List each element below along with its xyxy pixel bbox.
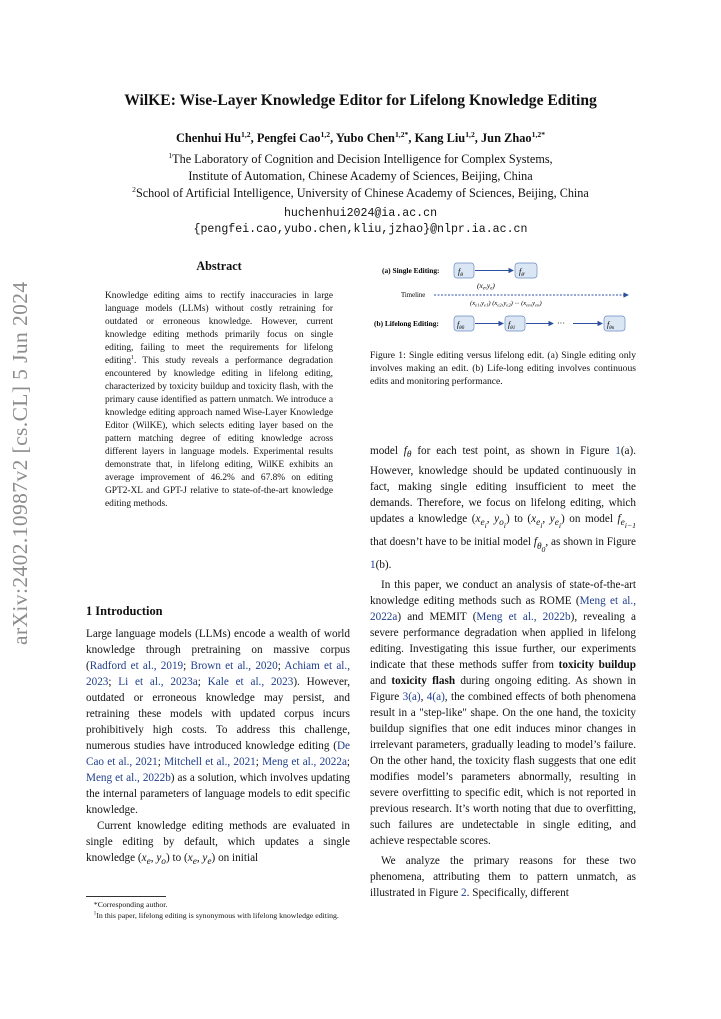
right-paragraph-1: model $f_\theta$ for each test point, as shown in Figure 1(a). However, knowledge should be updated continuously in fact, making single editing insufficient to meet the demands. Therefore, we focus on lifelong editing, which updates a knowledge ($x_{e_i}$, $y_{o_i}$) to ($x_{e_i}$, $y_{e_i}$) on model $f_{e_{i-1}}$ that doesn’t have to be initial model $f_{\theta_0}$, as shown in Figure 1(b). bbox=[370, 445, 637, 572]
citation-link[interactable]: Achiam et al., 2023 bbox=[86, 660, 351, 688]
intro-paragraph-2: Current knowledge editing methods are evaluated in single editing by default, which updates a single knowledge ($x_e$, $y_o$) to ($x_e$, $y_e$) on initial bbox=[86, 820, 350, 868]
citation-link[interactable]: Brown et al., 2020 bbox=[190, 660, 278, 672]
affiliation-1: $^1$The Laboratory of Cognition and Decision Intelligence for Complex Systems, Institute of Automation, Chinese Academy of Sciences, Beijing, China bbox=[168, 150, 553, 183]
citation-link[interactable]: Meng et al., 2022b bbox=[476, 611, 571, 624]
ellipsis: ··· bbox=[557, 319, 565, 328]
arxiv-stamp: arXiv:2402.10987v2 [cs.CL] 5 Jun 2024 bbox=[8, 281, 32, 645]
citation-link[interactable]: De Cao et al., 2021 bbox=[86, 740, 350, 768]
model-node bbox=[454, 263, 474, 278]
right-paragraph-3: We analyze the primary reasons for these two phenomena, attributing them to pattern unmatch, as illustrated in Figure 2. Specifically, different bbox=[370, 855, 636, 900]
figure-link[interactable]: 1 bbox=[370, 559, 376, 572]
edit-sequence-label: $(x_{e1},y_{e1})$ $(x_{e2},y_{e2})$ ··· $(x_{en},y_{en})$ bbox=[470, 300, 542, 308]
model-node-label: $f_{\theta n}$ bbox=[607, 320, 615, 331]
model-node-label: $f_\theta$ bbox=[458, 267, 463, 278]
author-list: Chenhui Hu$^{1,2}$, Pengfei Cao$^{1,2}$, Yubo Chen$^{1,2*}$, Kang Liu$^{1,2}$, Jun Zhao$^{1,2*}$ bbox=[175, 129, 546, 145]
citation-link[interactable]: Mitchell et al., 2021 bbox=[164, 756, 256, 768]
figure-link[interactable]: 4(a) bbox=[426, 691, 445, 704]
citation-link[interactable]: Kale et al., 2023 bbox=[207, 676, 294, 688]
model-node-label: $f_{\theta'}$ bbox=[519, 267, 526, 278]
footnote-rule bbox=[86, 896, 166, 897]
single-editing-label: (a) Single Editing: bbox=[382, 266, 440, 275]
citation-link[interactable]: Li et al., 2023a bbox=[118, 676, 198, 688]
right-paragraph-2: In this paper, we conduct an analysis of state-of-the-art knowledge editing methods such as ROME (Meng et al., 2022a) and MEMIT (Meng et al., 2022b), revealing a severe performance degradation when applied in lifelong editing. Investigating this issue further, our experiments indicate that these methods suffer from toxicity buildup and toxicity flash during ongoing editing. As shown in Figure 3(a), 4(a), the combined effects of both phenomena result in a "step-like" shape. On the one hand, the toxicity buildup signifies that one edit induces minor changes in irrelevant parameters, gradually leading to model’s failure. On the other hand, the toxicity flash suggests that one edit modifies model’s parameters abnormally, resulting in severe overfitting to specific edit, which is not reported in previous research. It’s worth noting that due to overfitting, such failures are undetectable in single editing, and achieve respectable scores. bbox=[370, 579, 637, 848]
model-node-label: $f_{\theta 1}$ bbox=[508, 320, 516, 331]
lifelong-editing-label: (b) Lifelong Editing: bbox=[374, 319, 439, 328]
email-2[interactable]: {pengfei.cao,yubo.chen,kliu,jzhao}@nlpr.ia.ac.cn bbox=[193, 223, 528, 236]
model-node-label: $f_{\theta 0}$ bbox=[457, 320, 465, 331]
figure-link[interactable]: 1 bbox=[615, 445, 621, 457]
timeline-label: Timeline bbox=[401, 292, 426, 299]
figure-1-diagram bbox=[370, 255, 636, 340]
abstract-heading: Abstract bbox=[196, 259, 242, 273]
abstract-text: Knowledge editing aims to rectify inaccuracies in large language models (LLMs) without costly retraining for outdated or erroneous knowledge. However, current knowledge editing methods primarily focus on single editing, failing to meet the requirements for lifelong editing$^1$. This study reveals a performance degradation encountered by knowledge editing in lifelong editing, characterized by toxicity buildup and toxicity flash, with the primary cause identified as pattern unmatch. We introduce a knowledge editing approach named Wise-Layer Knowledge Editor (WilKE), which selects editing layer based on the pattern matching degree of editing knowledge across different layers in language models. Experimental results demonstrate that, in lifelong editing, WilKE exhibits an average improvement of 46.2% and 67.8% on editing GPT2-XL and GPT-J relative to state-of-the-art knowledge editing methods. bbox=[105, 291, 333, 509]
citation-link[interactable]: Meng et al., 2022a bbox=[370, 595, 637, 624]
figure-1 bbox=[370, 255, 636, 340]
citation-link[interactable]: Meng et al., 2022b bbox=[86, 772, 171, 784]
email-1[interactable]: huchenhui2024@ia.ac.cn bbox=[283, 207, 438, 220]
figure-link[interactable]: 2 bbox=[461, 887, 467, 900]
intro-paragraph-1: Large language models (LLMs) encode a wealth of world knowledge through pretraining on massive corpus (Radford et al., 2019; Brown et al., 2020; Achiam et al., 2023; Li et al., 2023a; Kale et al., 2023). However, outdated or erroneous knowledge may persist, and retraining these models with updated corpus incurs prohibitively high costs. To address this challenge, numerous studies have introduced knowledge editing (De Cao et al., 2021; Mitchell et al., 2021; Meng et al., 2022a; Meng et al., 2022b) as a solution, which involves updating the internal parameters of language models to edit specific knowledge. bbox=[86, 628, 351, 816]
intro-column bbox=[86, 626, 350, 870]
paper-title: WilKE: Wise-Layer Knowledge Editor for Lifelong Knowledge Editing bbox=[124, 92, 597, 109]
footnote-1: $^1$In this paper, lifelong editing is synonymous with lifelong knowledge editing. bbox=[93, 911, 339, 920]
footnote-star: *Corresponding author. bbox=[93, 900, 168, 909]
figure-link[interactable]: 3(a) bbox=[402, 691, 421, 704]
figure-1-caption: Figure 1: Single editing versus lifelong edit. (a) Single editing only involves making an edit. (b) Life-long editing involves continuous edits and monitoring performance. bbox=[370, 350, 636, 387]
citation-link[interactable]: Radford et al., 2019 bbox=[89, 660, 184, 672]
citation-link[interactable]: Meng et al., 2022a bbox=[262, 756, 347, 768]
affiliation-2: $^2$School of Artificial Intelligence, University of Chinese Academy of Sciences, Beijing, China bbox=[132, 184, 589, 200]
right-column bbox=[370, 443, 636, 901]
section-heading: 1 Introduction bbox=[86, 604, 163, 618]
edit-pair-label: $(x_e,y_e)$ bbox=[477, 281, 495, 292]
